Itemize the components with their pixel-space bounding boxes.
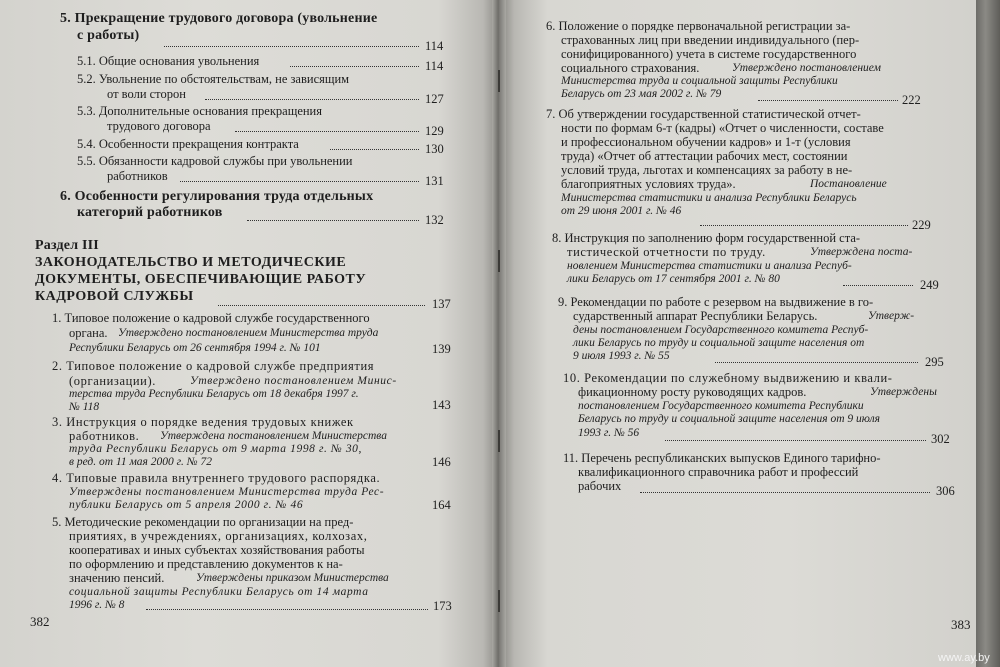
toc-entry: 8. Инструкция по заполнению форм государственной ста-: [552, 231, 861, 245]
toc-note: Утверждены постановлением Министерства труда Рес-: [69, 486, 385, 498]
left-page: [0, 0, 498, 667]
toc-entry: кооперативах и иных субъектах хозяйствования работы: [69, 543, 365, 557]
toc-entry: работников.: [69, 429, 140, 443]
toc-note: терства труда Республики Беларусь от 18 декабря 1997 г.: [69, 388, 359, 400]
leader-dots: [205, 99, 419, 100]
toc-note: Беларусь от 23 мая 2002 г. № 79: [561, 88, 722, 100]
section-title: КАДРОВОЙ СЛУЖБЫ: [35, 289, 194, 304]
page-ref: 295: [925, 355, 944, 369]
leader-dots: [180, 181, 419, 182]
toc-note: Утверждена поста-: [810, 246, 913, 258]
binding-stitch: [498, 430, 500, 452]
toc-note: от 29 июня 2001 г. № 46: [561, 205, 682, 217]
toc-entry: (организации).: [69, 374, 156, 388]
leader-dots: [247, 220, 419, 221]
toc-entry: значению пенсий.: [69, 571, 165, 585]
toc-entry: сонифицированного) учета в системе государственного: [561, 47, 857, 61]
toc-entry: 5.5. Обязанности кадровой службы при увольнении: [77, 154, 353, 168]
toc-entry: 11. Перечень республиканских выпусков Единого тарифно-: [563, 451, 881, 465]
page-ref: 306: [936, 484, 955, 498]
toc-note: 9 июля 1993 г. № 55: [573, 350, 670, 362]
leader-dots: [715, 362, 918, 363]
page-ref: 164: [432, 498, 451, 512]
toc-entry: тистической отчетности по труду.: [567, 245, 766, 259]
binding-stitch: [498, 250, 500, 272]
toc-entry: социального страхования.: [561, 61, 700, 75]
section-title: ДОКУМЕНТЫ, ОБЕСПЕЧИВАЮЩИЕ РАБОТУ: [35, 272, 367, 287]
toc-entry: 7. Об утверждении государственной статистической отчет-: [546, 107, 861, 121]
toc-entry: условий труда, льготах и компенсациях за работу в не-: [561, 163, 853, 177]
toc-entry: по оформлению и представлению документов к на-: [69, 557, 343, 571]
toc-heading: категорий работников: [77, 205, 223, 220]
toc-note: новлением Министерства статистики и анализа Респуб-: [567, 260, 852, 272]
watermark: www.ay.by: [938, 652, 990, 664]
toc-entry: 5.1. Общие основания увольнения: [77, 54, 260, 68]
toc-note: Утверж-: [868, 310, 915, 322]
leader-dots: [843, 285, 913, 286]
toc-entry: 9. Рекомендации по работе с резервом на выдвижение в го-: [558, 295, 874, 309]
page-ref: 249: [920, 278, 939, 292]
toc-note: Утверждено постановлением Министерства труда: [118, 327, 379, 339]
toc-note: лики Беларусь по труду и социальной защите населения от: [573, 337, 865, 349]
toc-entry: 5.2. Увольнение по обстоятельствам, не зависящим: [77, 72, 350, 86]
toc-entry: 10. Рекомендации по служебному выдвижению и квали-: [563, 371, 893, 385]
leader-dots: [758, 100, 898, 101]
toc-note: дены постановлением Государственного комитета Респуб-: [573, 324, 869, 336]
toc-entry: труда) «Отчет об аттестации рабочих мест, состоянии: [561, 149, 848, 163]
binding-stitch: [498, 70, 500, 92]
page-ref: 114: [425, 39, 444, 53]
leader-dots: [146, 609, 428, 610]
toc-note: Утверждено постановлением: [732, 62, 881, 74]
leader-dots: [330, 149, 419, 150]
toc-heading: с работы): [77, 28, 140, 43]
leader-dots: [235, 131, 419, 132]
page-ref: 302: [931, 432, 950, 446]
leader-dots: [218, 305, 425, 306]
page-ref: 173: [433, 599, 452, 613]
section-title: ЗАКОНОДАТЕЛЬСТВО И МЕТОДИЧЕСКИЕ: [35, 255, 347, 270]
page-ref: 132: [425, 213, 444, 227]
toc-entry: благоприятных условиях труда».: [561, 177, 736, 191]
toc-entry: фикационному росту руководящих кадров.: [578, 385, 807, 399]
toc-entry: приятиях, в учреждениях, организациях, колхозах,: [69, 529, 368, 543]
toc-entry: сударственный аппарат Республики Беларусь.: [573, 309, 818, 323]
toc-entry: от воли сторон: [107, 87, 186, 101]
toc-heading: 5. Прекращение трудового договора (увольнение: [60, 11, 378, 26]
toc-note: лики Беларусь от 17 сентября 2001 г. № 80: [567, 273, 780, 285]
toc-note: 1993 г. № 56: [578, 427, 640, 439]
toc-entry: работников: [107, 169, 168, 183]
page-ref: 146: [432, 455, 451, 469]
toc-note: в ред. от 11 мая 2000 г. № 72: [69, 456, 212, 468]
page-ref: 139: [432, 342, 451, 356]
page-ref: 137: [432, 297, 451, 311]
binding-stitch: [498, 590, 500, 612]
page-ref: 127: [425, 92, 444, 106]
page-ref: 130: [425, 142, 444, 156]
page-number: 382: [30, 614, 50, 629]
toc-entry: 5.3. Дополнительные основания прекращения: [77, 104, 323, 118]
page-ref: 131: [425, 174, 444, 188]
toc-note: Утверждена постановлением Министерства: [160, 430, 387, 442]
toc-entry: 2. Типовое положение о кадровой службе предприятия: [52, 359, 375, 373]
toc-note: постановлением Государственного комитета Республики: [578, 400, 864, 412]
leader-dots: [164, 46, 419, 47]
leader-dots: [665, 440, 926, 441]
right-page: [500, 0, 976, 667]
page-ref: 114: [425, 59, 444, 73]
page-ref: 229: [912, 218, 931, 232]
leader-dots: [640, 492, 930, 493]
toc-entry: 3. Инструкция о порядке ведения трудовых книжек: [52, 415, 354, 429]
toc-note: № 118: [69, 401, 100, 413]
toc-note: публики Беларусь от 5 апреля 2000 г. № 46: [69, 499, 304, 511]
toc-note: Постановление: [810, 178, 887, 190]
toc-entry: страхованных лиц при введении индивидуального (пер-: [561, 33, 860, 47]
toc-entry: квалификационного справочника работ и профессий: [578, 465, 859, 479]
toc-entry: 5. Методические рекомендации по организации на пред-: [52, 515, 354, 529]
toc-note: Беларусь по труду и социальной защите населения от 9 июля: [578, 413, 880, 425]
toc-entry: 4. Типовые правила внутреннего трудового распорядка.: [52, 471, 381, 485]
toc-entry: органа.: [69, 326, 108, 340]
toc-entry: рабочих: [578, 479, 622, 493]
toc-note: социальной защиты Республики Беларусь от 14 марта: [69, 586, 369, 598]
toc-entry: ности по формам 6-т (кадры) «Отчет о численности, составе: [561, 121, 884, 135]
page-ref: 222: [902, 93, 921, 107]
page-edge-shadow: [976, 0, 1000, 667]
toc-note: Утверждено постановлением Минис-: [190, 375, 397, 387]
page-number: 383: [951, 617, 971, 632]
toc-note: труда Республики Беларусь от 9 марта 1998 г. № 30,: [69, 443, 362, 455]
leader-dots: [700, 225, 908, 226]
toc-note: Министерства статистики и анализа Республики Беларусь: [561, 192, 857, 204]
toc-entry: 6. Положение о порядке первоначальной регистрации за-: [546, 19, 851, 33]
toc-note: Утверждены: [870, 386, 937, 398]
section-label: Раздел III: [35, 238, 99, 253]
toc-entry: 5.4. Особенности прекращения контракта: [77, 137, 299, 151]
toc-entry: трудового договора: [107, 119, 211, 133]
toc-note: Республики Беларусь от 26 сентября 1994 г. № 101: [69, 342, 321, 354]
page-ref: 143: [432, 398, 451, 412]
toc-heading: 6. Особенности регулирования труда отдельных: [60, 189, 374, 204]
toc-entry: и профессиональном обучении кадров» и 1-т (условия: [561, 135, 851, 149]
book-gutter: [492, 0, 506, 667]
page-ref: 129: [425, 124, 444, 138]
toc-note: Утверждены приказом Министерства: [196, 572, 389, 584]
leader-dots: [290, 66, 419, 67]
toc-note: 1996 г. № 8: [69, 599, 125, 611]
toc-entry: 1. Типовое положение о кадровой службе государственного: [52, 311, 370, 325]
toc-note: Министерства труда и социальной защиты Республики: [561, 75, 838, 87]
